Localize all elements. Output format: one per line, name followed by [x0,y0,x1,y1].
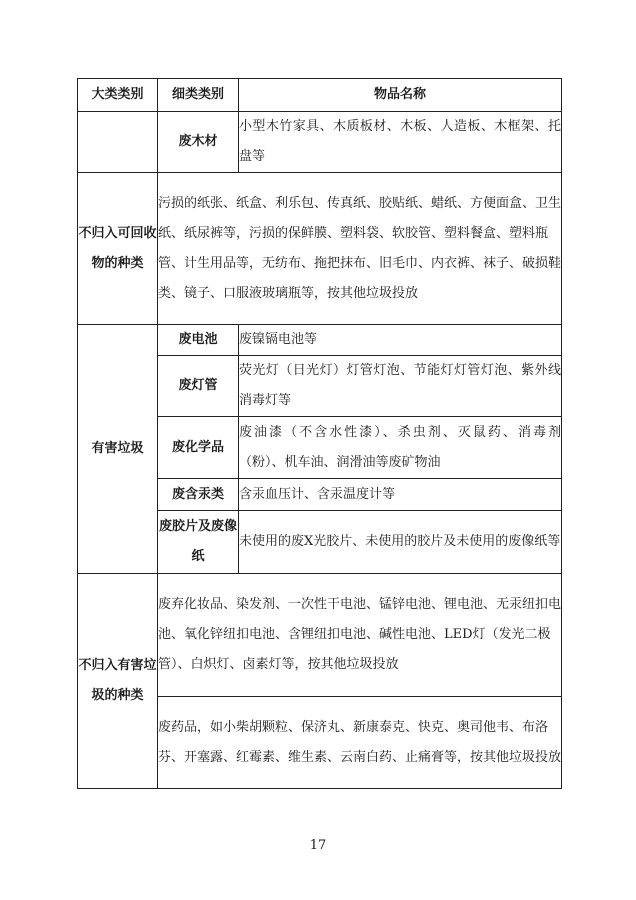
empty-major-cell [78,112,158,173]
items-nonhazardous-2: 废药品，如小柴胡颗粒、保济丸、新康泰克、快克、奥司他韦、布洛芬、开塞露、红霉素、维生素、云南白药、止痛膏等，按其他垃圾投放 [158,697,562,789]
table-row-wood [78,112,562,173]
table-row-nonhazardous-1 [78,574,562,697]
page-number: 17 [309,838,327,853]
items-wood: 小型木竹家具、木质板材、木板、人造板、木框架、托盘等 [239,112,562,173]
sub-category-battery: 废电池 [158,325,239,356]
items-lamp: 荧光灯（日光灯）灯管灯泡、节能灯灯管灯泡、紫外线消毒灯等 [239,356,562,417]
items-nonhazardous-1: 废弃化妆品、染发剂、一次性干电池、锰锌电池、锂电池、无汞纽扣电池、氧化锌纽扣电池、含锂纽扣电池、碱性电池、LED灯（发光二极管）、白炽灯、卤素灯等，按其他垃圾投放 [158,574,562,697]
sub-category-film: 废胶片及废像纸 [158,511,239,574]
sub-category-wood: 废木材 [158,112,239,173]
garbage-classification-table [77,78,562,789]
header-major-category: 大类类别 [78,79,158,112]
sub-category-chemical: 废化学品 [158,417,239,479]
sub-category-lamp: 废灯管 [158,356,239,417]
items-battery: 废镍镉电池等 [239,325,562,356]
items-chemical: 废油漆（不含水性漆）、杀虫剂、灭鼠药、消毒剂（粉）、机车油、润滑油等废矿物油 [239,417,562,479]
table-header-row [78,79,562,112]
major-category-hazardous: 有害垃圾 [78,325,158,574]
items-nonrecyclable: 污损的纸张、纸盒、利乐包、传真纸、胶贴纸、蜡纸、方便面盒、卫生纸、纸尿裤等，污损的保鲜膜、塑料袋、软胶管、塑料餐盒、塑料瓶管、计生用品等，无纺布、拖把抹布、旧毛巾、内衣裤、袜子、破损鞋类、镜子、口服液玻璃瓶等，按其他垃圾投放 [158,173,562,325]
header-item-name: 物品名称 [239,79,562,112]
header-sub-category: 细类类别 [158,79,239,112]
major-category-nonhazardous: 不归入有害垃圾的种类 [78,574,158,789]
table-row-nonrecyclable [78,173,562,325]
sub-category-mercury: 废含汞类 [158,479,239,511]
items-mercury: 含汞血压计、含汞温度计等 [239,479,562,511]
major-category-nonrecyclable: 不归入可回收物的种类 [78,173,158,325]
table-row-battery [78,325,562,356]
items-film: 未使用的废X光胶片、未使用的胶片及未使用的废像纸等 [239,511,562,574]
